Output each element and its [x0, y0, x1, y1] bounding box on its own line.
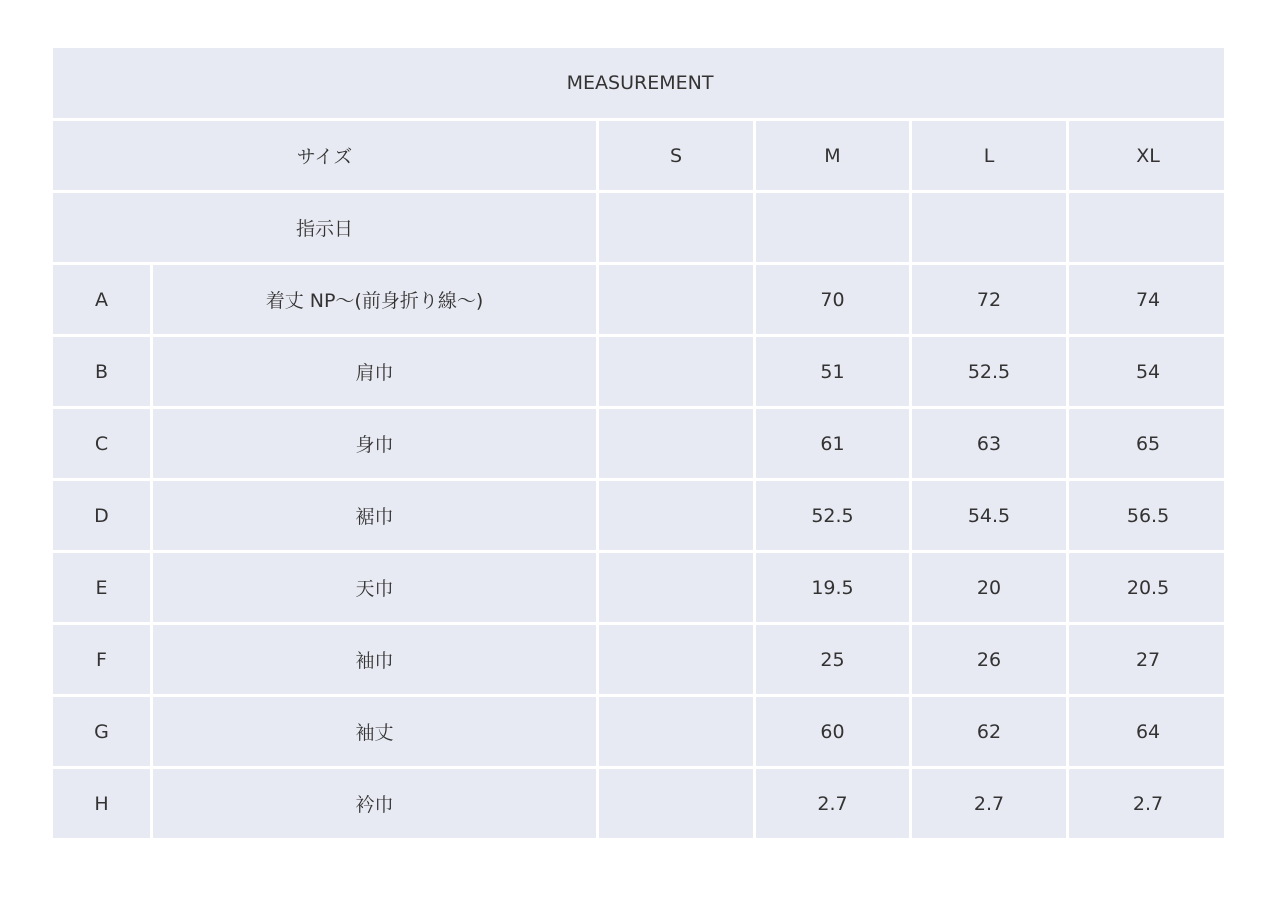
value-cell-l: 52.5	[911, 336, 1068, 408]
value-cell-xl: 74	[1068, 264, 1225, 336]
table-row	[53, 264, 1224, 336]
value-cell-s	[598, 696, 755, 768]
row-label: 肩巾	[152, 336, 598, 408]
size-header-l: L	[911, 120, 1068, 192]
row-code: A	[53, 264, 152, 336]
value-cell-m: 2.7	[755, 768, 911, 840]
value-cell-l: 63	[911, 408, 1068, 480]
date-label: 指示日	[53, 192, 598, 264]
table-title: MEASUREMENT	[53, 48, 1224, 120]
row-code: F	[53, 624, 152, 696]
size-header-xl: XL	[1068, 120, 1225, 192]
value-cell-s	[598, 480, 755, 552]
row-code: D	[53, 480, 152, 552]
table-row	[53, 408, 1224, 480]
value-cell-xl: 56.5	[1068, 480, 1225, 552]
value-cell-m: 25	[755, 624, 911, 696]
row-code: G	[53, 696, 152, 768]
value-cell-s	[598, 624, 755, 696]
value-cell-l: 20	[911, 552, 1068, 624]
date-row	[53, 192, 1224, 264]
value-cell-s	[598, 408, 755, 480]
value-cell-m: 19.5	[755, 552, 911, 624]
size-header-m: M	[755, 120, 911, 192]
table-row	[53, 768, 1224, 840]
value-cell-s	[598, 264, 755, 336]
row-label: 天巾	[152, 552, 598, 624]
table-row	[53, 336, 1224, 408]
value-cell-s	[598, 552, 755, 624]
date-cell-xl	[1068, 192, 1225, 264]
row-label: 裾巾	[152, 480, 598, 552]
row-code: C	[53, 408, 152, 480]
value-cell-xl: 20.5	[1068, 552, 1225, 624]
row-label: 身巾	[152, 408, 598, 480]
measurement-table	[53, 48, 1224, 841]
table-row	[53, 480, 1224, 552]
value-cell-xl: 54	[1068, 336, 1225, 408]
value-cell-xl: 27	[1068, 624, 1225, 696]
size-header-s: S	[598, 120, 755, 192]
value-cell-m: 60	[755, 696, 911, 768]
value-cell-xl: 65	[1068, 408, 1225, 480]
row-label: 袖丈	[152, 696, 598, 768]
date-cell-l	[911, 192, 1068, 264]
table-row	[53, 552, 1224, 624]
value-cell-xl: 64	[1068, 696, 1225, 768]
value-cell-m: 51	[755, 336, 911, 408]
value-cell-m: 61	[755, 408, 911, 480]
row-label: 衿巾	[152, 768, 598, 840]
title-row	[53, 48, 1224, 120]
row-code: E	[53, 552, 152, 624]
value-cell-l: 62	[911, 696, 1068, 768]
value-cell-m: 70	[755, 264, 911, 336]
table-row	[53, 696, 1224, 768]
size-header-row	[53, 120, 1224, 192]
value-cell-xl: 2.7	[1068, 768, 1225, 840]
value-cell-l: 54.5	[911, 480, 1068, 552]
value-cell-s	[598, 768, 755, 840]
value-cell-l: 72	[911, 264, 1068, 336]
row-code: B	[53, 336, 152, 408]
value-cell-m: 52.5	[755, 480, 911, 552]
table-row	[53, 624, 1224, 696]
measurement-table-container	[53, 48, 1224, 841]
row-code: H	[53, 768, 152, 840]
value-cell-l: 26	[911, 624, 1068, 696]
row-label: 袖巾	[152, 624, 598, 696]
row-label: 着丈 NP～(前身折り線～)	[152, 264, 598, 336]
date-cell-s	[598, 192, 755, 264]
value-cell-s	[598, 336, 755, 408]
size-label: サイズ	[53, 120, 598, 192]
value-cell-l: 2.7	[911, 768, 1068, 840]
date-cell-m	[755, 192, 911, 264]
